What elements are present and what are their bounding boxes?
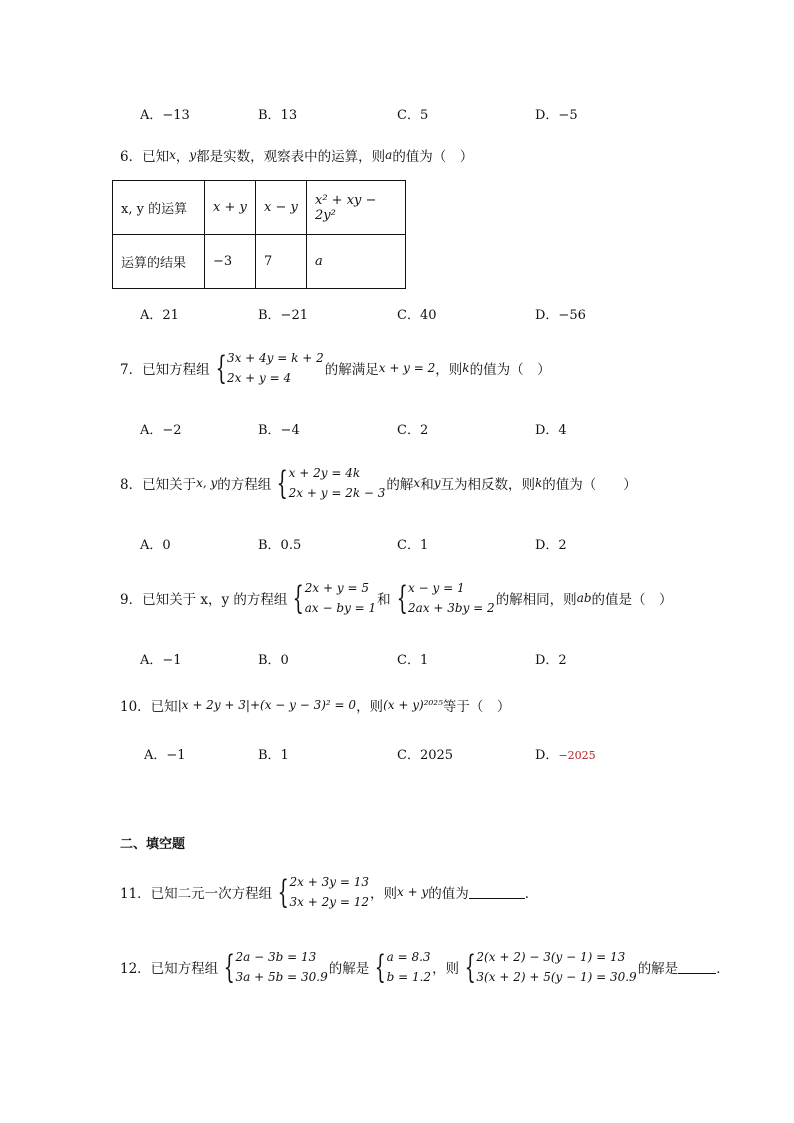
q6-table-header-row — [113, 181, 406, 235]
q8-suffix: 的值为（ ） — [542, 477, 637, 493]
q10-option-d-label: D． — [535, 748, 559, 763]
q11-prefix: 11．已知二元一次方程组 — [120, 886, 273, 902]
q8-eq1: x + 2y = 4k — [288, 466, 361, 480]
q12-suffix: 的解是 — [637, 961, 679, 977]
q5-option-c: C．5 — [397, 108, 429, 123]
q7-prefix: 7．已知方程组 — [120, 362, 210, 378]
q11-answer-blank[interactable] — [469, 886, 525, 899]
q10-prefix: 10．已知 — [120, 699, 178, 715]
q11-suffix: 的值为 — [428, 886, 469, 902]
q9-var-ab: ab — [576, 591, 592, 605]
q6-option-b: B．−21 — [258, 308, 308, 323]
q8-option-c: C．1 — [397, 538, 429, 553]
q6-table-result-row — [113, 235, 406, 289]
q10-mid: ，则 — [356, 699, 384, 715]
q12-system-1 — [219, 947, 328, 987]
q9-s1-eq2: ax − by = 1 — [304, 601, 377, 615]
q6-var-a: a — [385, 148, 393, 162]
q6-option-c: C．40 — [397, 308, 437, 323]
q12-mid2: ，则 — [432, 961, 460, 977]
q8-option-b: B．0.5 — [258, 538, 302, 553]
q6-prefix: 6．已知 — [120, 149, 170, 165]
left-brace-icon: { — [276, 464, 289, 502]
section-title: 二、填空题 — [120, 836, 186, 851]
question-10 — [120, 695, 510, 715]
q9-option-b: B．0 — [258, 653, 289, 668]
q9-option-a: A．−1 — [140, 653, 182, 668]
q5-option-b: B．13 — [258, 108, 298, 123]
q6-table-h0: x, y 的运算 — [113, 181, 205, 235]
question-6 — [120, 145, 473, 165]
q7-mid2: ，则 — [435, 362, 463, 378]
left-brace-icon: { — [396, 579, 408, 617]
q11-end: ． — [524, 886, 539, 902]
q12-sol1: a = 8.3 — [386, 950, 431, 964]
q8-prefix: 8．已知关于 — [120, 477, 197, 493]
question-8 — [120, 463, 637, 503]
q7-option-d: D．4 — [535, 423, 567, 438]
q9-suffix: 的值是（ ） — [591, 592, 673, 608]
q7-var-k: k — [462, 361, 470, 375]
q8-mid: 的方程组 — [217, 477, 272, 493]
q7-option-a: A．−2 — [140, 423, 182, 438]
left-brace-icon: { — [215, 349, 227, 387]
q8-mid2: 的解 — [386, 477, 414, 493]
q10-expr: |x + 2y + 3|+(x − y − 3)² = 0 — [177, 698, 357, 712]
q7-option-b: B．−4 — [258, 423, 300, 438]
q7-cond: x + y = 2 — [378, 361, 436, 375]
q6-table-r3: a — [307, 235, 406, 289]
q6-table-h1: x + y — [205, 181, 256, 235]
left-brace-icon: { — [374, 948, 387, 986]
q6-table-r2: 7 — [256, 235, 307, 289]
q12-eq4: 3(x + 2) + 5(y − 1) = 30.9 — [476, 970, 637, 984]
q9-system-1 — [288, 578, 376, 618]
q8-system — [272, 463, 385, 503]
q11-system — [273, 872, 369, 912]
q6-suffix: 的值为（ ） — [392, 149, 474, 165]
q9-option-c: C．1 — [397, 653, 429, 668]
q7-mid: 的解满足 — [324, 362, 379, 378]
q8-var-x: x — [413, 476, 421, 490]
left-brace-icon: { — [223, 948, 235, 986]
q12-mid: 的解是 — [328, 961, 370, 977]
q6-mid: 都是实数，观察表中的运算，则 — [196, 149, 386, 165]
q12-eq2: 3a + 5b = 30.9 — [235, 970, 328, 984]
q5-option-a: A．−13 — [140, 108, 190, 123]
q6-table-r1: −3 — [205, 235, 256, 289]
q6-table-h3: x² + xy − 2y² — [307, 181, 406, 235]
q6-option-d: D．−56 — [535, 308, 586, 323]
q9-option-d: D．2 — [535, 653, 567, 668]
q11-mid: ，则 — [370, 886, 397, 902]
q12-system-2 — [460, 947, 637, 987]
q12-solution — [370, 947, 431, 987]
q11-eq1: 2x + 3y = 13 — [289, 875, 369, 889]
q8-option-a: A．0 — [140, 538, 171, 553]
left-brace-icon: { — [277, 873, 289, 911]
q6-var-y: y — [189, 148, 197, 162]
q10-expr2: (x + y)²⁰²⁵ — [383, 698, 443, 712]
q10-option-c: C．2025 — [397, 748, 454, 763]
q8-option-d: D．2 — [535, 538, 567, 553]
q7-eq2: 2x + y = 4 — [226, 371, 292, 385]
q8-and: 和 — [420, 477, 434, 493]
q7-system — [211, 348, 324, 388]
q12-prefix: 12．已知方程组 — [120, 961, 219, 977]
q12-sol2: b = 1.2 — [386, 970, 432, 984]
question-12 — [120, 947, 730, 987]
q11-expr: x + y — [397, 885, 429, 899]
q6-table — [112, 180, 406, 289]
q6-table-r0: 运算的结果 — [113, 235, 205, 289]
q10-option-d — [535, 744, 596, 763]
left-brace-icon: { — [464, 948, 476, 986]
q9-system-2 — [392, 578, 495, 618]
q6-sep: ， — [175, 149, 190, 165]
q12-answer-blank[interactable] — [678, 961, 716, 974]
q6-table-h2: x − y — [256, 181, 307, 235]
q10-suffix: 等于（ ） — [442, 699, 511, 715]
q10-option-d-value: −2025 — [558, 749, 596, 762]
q7-eq1: 3x + 4y = k + 2 — [226, 351, 324, 365]
q10-option-a: A．−1 — [144, 748, 186, 763]
question-11 — [120, 872, 538, 912]
q8-var-k: k — [534, 476, 543, 490]
q12-end: ． — [716, 961, 730, 977]
q6-var-x: x — [169, 148, 176, 162]
q11-eq2: 3x + 2y = 12 — [289, 895, 369, 909]
q8-var-xy: x, y — [196, 476, 218, 490]
q7-option-c: C．2 — [397, 423, 429, 438]
q9-s1-eq1: 2x + y = 5 — [304, 581, 369, 595]
q8-eq2: 2x + y = 2k − 3 — [288, 486, 386, 500]
q9-prefix: 9．已知关于 x，y 的方程组 — [120, 592, 288, 608]
question-7 — [120, 348, 551, 388]
q9-s2-eq2: 2ax + 3by = 2 — [408, 601, 495, 615]
q9-and: 和 — [377, 592, 391, 608]
q9-s2-eq1: x − y = 1 — [408, 581, 465, 595]
question-9 — [120, 578, 673, 618]
q8-mid3: 互为相反数，则 — [440, 477, 535, 493]
q12-eq3: 2(x + 2) − 3(y − 1) = 13 — [476, 950, 626, 964]
q12-eq1: 2a − 3b = 13 — [235, 950, 317, 964]
q10-option-b: B．1 — [258, 748, 289, 763]
q7-suffix: 的值为（ ） — [469, 362, 551, 378]
q9-mid: 的解相同，则 — [495, 592, 577, 608]
left-brace-icon: { — [293, 579, 305, 617]
q8-var-y: y — [433, 476, 441, 490]
q5-option-d: D．−5 — [535, 108, 578, 123]
q6-option-a: A．21 — [140, 308, 179, 323]
